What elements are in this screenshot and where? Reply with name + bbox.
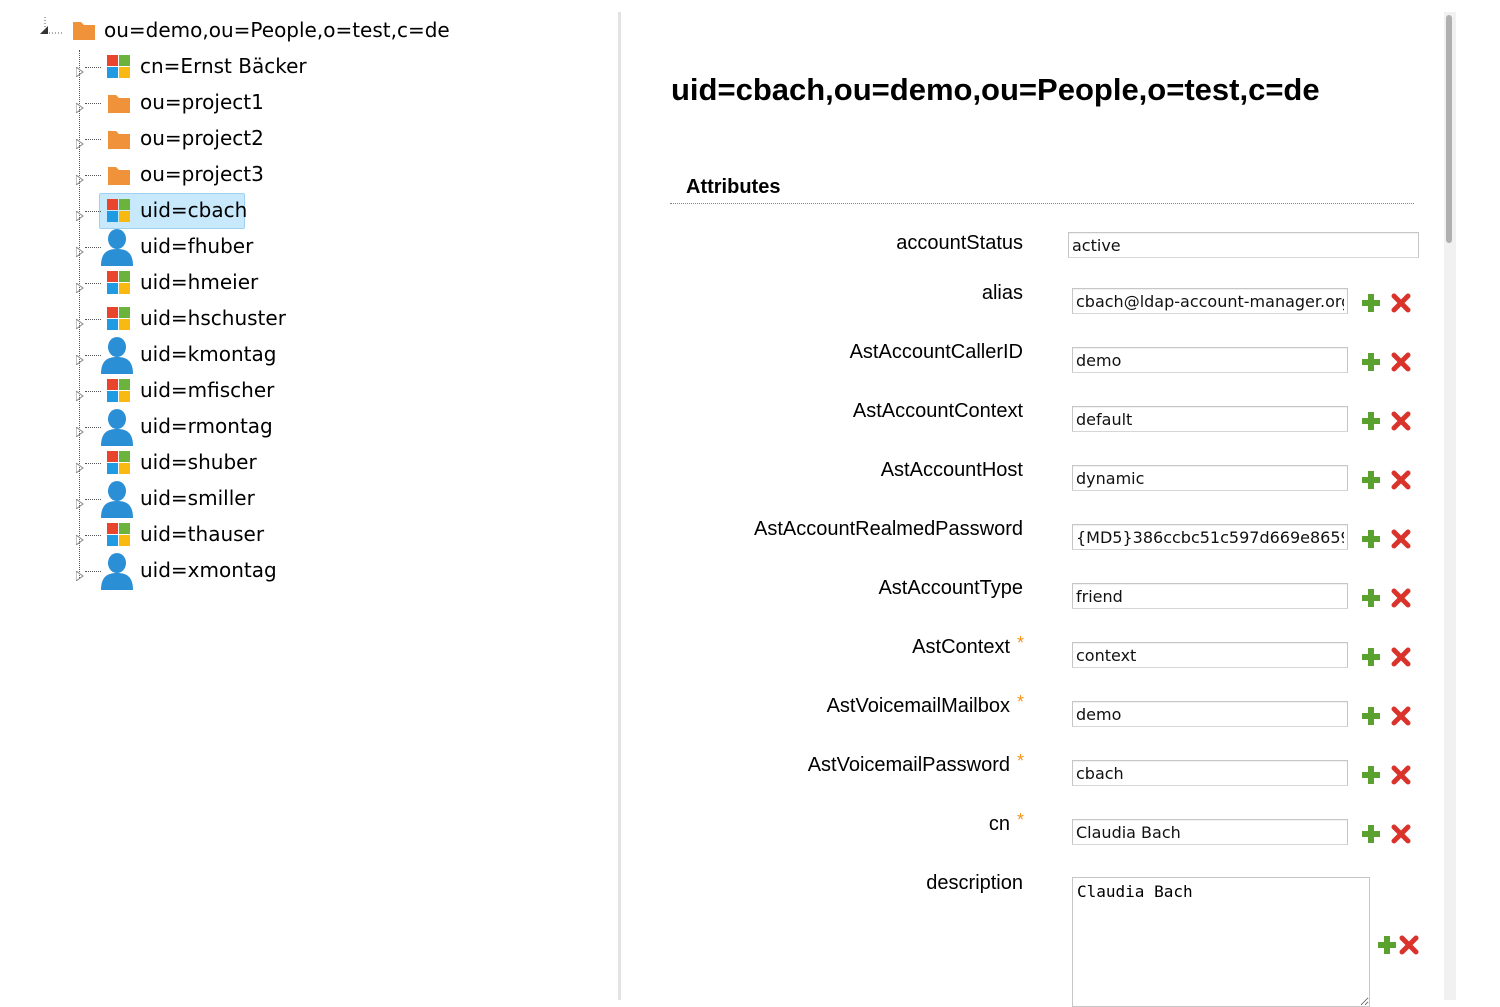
user-icon	[100, 228, 134, 266]
expand-arrow-icon[interactable]	[76, 494, 84, 504]
attribute-label: AstVoicemailMailbox *	[826, 692, 1024, 717]
tree-node[interactable]	[0, 158, 560, 192]
page-title: uid=cbach,ou=demo,ou=People,o=test,c=de	[671, 72, 1320, 107]
tree-node-label: uid=rmontag	[140, 414, 273, 438]
tree-node[interactable]	[0, 50, 560, 84]
expand-arrow-icon[interactable]	[76, 314, 84, 324]
add-value-button[interactable]	[1360, 587, 1382, 609]
tree-node-label: uid=shuber	[140, 450, 257, 474]
attribute-row	[640, 282, 1440, 322]
add-value-button[interactable]	[1360, 705, 1382, 727]
user-icon	[100, 336, 134, 374]
expand-arrow-icon[interactable]	[76, 98, 84, 108]
attribute-row	[640, 518, 1440, 558]
expand-arrow-icon[interactable]	[76, 170, 84, 180]
required-marker: *	[1016, 633, 1024, 653]
tree-node[interactable]	[0, 446, 560, 480]
windows-account-icon	[106, 270, 132, 296]
attribute-label: description	[926, 872, 1023, 894]
add-value-button[interactable]	[1360, 292, 1382, 314]
tree-root-label: ou=demo,ou=People,o=test,c=de	[104, 18, 450, 42]
tree-connector	[85, 247, 101, 248]
section-divider	[670, 203, 1414, 204]
pane-divider[interactable]	[618, 12, 621, 1000]
expand-arrow-icon[interactable]	[76, 206, 84, 216]
tree-node[interactable]	[0, 518, 560, 552]
delete-value-button[interactable]	[1390, 587, 1412, 609]
expand-arrow-icon[interactable]	[76, 350, 84, 360]
user-icon	[100, 480, 134, 518]
add-value-button[interactable]	[1376, 934, 1392, 950]
attribute-row	[640, 341, 1440, 381]
tree-node-label: uid=thauser	[140, 522, 265, 546]
tree-node-label: uid=smiller	[140, 486, 255, 510]
tree-node[interactable]	[0, 374, 560, 408]
attribute-input[interactable]	[1072, 288, 1348, 314]
tree-connector	[85, 535, 101, 536]
add-value-button[interactable]	[1360, 823, 1382, 845]
attribute-row	[640, 810, 1440, 853]
attribute-label: alias	[981, 282, 1023, 304]
attribute-label: AstAccountRealmedPassword	[753, 518, 1023, 540]
tree-connector	[85, 427, 101, 428]
attribute-label: AstAccountCallerID	[849, 341, 1023, 363]
attribute-row	[640, 232, 1440, 272]
add-value-button[interactable]	[1360, 469, 1382, 491]
windows-account-icon	[106, 450, 132, 476]
folder-icon	[106, 90, 132, 116]
attribute-row	[640, 633, 1440, 676]
attribute-input[interactable]	[1072, 347, 1348, 373]
attribute-input[interactable]	[1072, 760, 1348, 786]
attribute-input[interactable]	[1072, 524, 1348, 550]
tree-node-label: ou=project1	[140, 90, 264, 114]
delete-value-button[interactable]	[1390, 292, 1412, 314]
delete-value-button[interactable]	[1390, 410, 1412, 432]
tree-node[interactable]	[0, 554, 560, 588]
tree-connector	[85, 67, 101, 68]
tree-node-label: uid=xmontag	[140, 558, 277, 582]
user-icon	[100, 408, 134, 446]
tree-node[interactable]	[0, 482, 560, 516]
section-title: Attributes	[686, 176, 781, 198]
tree-node[interactable]	[0, 338, 560, 372]
tree-node[interactable]	[0, 266, 560, 300]
tree-connector	[85, 139, 101, 140]
attribute-label: AstContext *	[912, 633, 1024, 658]
attribute-label: AstAccountHost	[880, 459, 1023, 481]
tree-node-label: ou=project2	[140, 126, 264, 150]
folder-icon	[72, 19, 98, 45]
expand-arrow-icon[interactable]	[76, 242, 84, 252]
folder-icon	[106, 162, 132, 188]
delete-value-button[interactable]	[1390, 351, 1412, 373]
attribute-row	[640, 751, 1440, 794]
attribute-row	[640, 872, 1440, 912]
attribute-input[interactable]	[1068, 232, 1419, 258]
tree-node-label: uid=hschuster	[140, 306, 286, 330]
user-icon	[100, 552, 134, 590]
tree-connector	[85, 391, 101, 392]
attribute-input[interactable]	[1072, 701, 1348, 727]
expand-arrow-icon[interactable]	[76, 458, 84, 468]
tree-node-label: ou=project3	[140, 162, 264, 186]
add-value-button[interactable]	[1360, 646, 1382, 668]
attribute-label: cn *	[988, 810, 1024, 835]
attribute-label: AstAccountContext	[852, 400, 1023, 422]
tree-node-label: uid=kmontag	[140, 342, 277, 366]
tree-connector	[85, 319, 101, 320]
expand-arrow-icon[interactable]	[76, 386, 84, 396]
tree-connector	[85, 283, 101, 284]
description-textarea[interactable]	[1072, 877, 1370, 1007]
windows-account-icon	[106, 306, 132, 332]
delete-value-button[interactable]	[1390, 646, 1412, 668]
tree-node[interactable]	[0, 122, 560, 156]
attribute-row	[640, 459, 1440, 499]
tree-connector	[85, 211, 101, 212]
attribute-input[interactable]	[1072, 819, 1348, 845]
expand-arrow-icon[interactable]	[76, 62, 84, 72]
windows-account-icon	[106, 198, 132, 224]
attribute-input[interactable]	[1072, 465, 1348, 491]
delete-value-button[interactable]	[1390, 528, 1412, 550]
tree-node-label: uid=hmeier	[140, 270, 259, 294]
tree-node[interactable]	[0, 410, 560, 444]
entry-details	[640, 0, 1440, 1000]
windows-account-icon	[106, 378, 132, 404]
tree-root-node[interactable]	[0, 14, 450, 48]
add-value-button[interactable]	[1360, 764, 1382, 786]
required-marker: *	[1016, 751, 1024, 771]
attribute-row	[640, 400, 1440, 440]
windows-account-icon	[106, 54, 132, 80]
tree-node[interactable]	[0, 302, 560, 336]
delete-value-button[interactable]	[1390, 823, 1412, 845]
attribute-label: AstAccountType	[878, 577, 1023, 599]
delete-value-button[interactable]	[1398, 934, 1414, 950]
attribute-input[interactable]	[1072, 642, 1348, 668]
expand-arrow-icon[interactable]	[76, 134, 84, 144]
tree-node-label: uid=mfischer	[140, 378, 275, 402]
expand-arrow-icon[interactable]	[76, 278, 84, 288]
add-value-button[interactable]	[1360, 410, 1382, 432]
add-value-button[interactable]	[1360, 351, 1382, 373]
attribute-row	[640, 577, 1440, 617]
tree-node[interactable]	[0, 86, 560, 120]
folder-icon	[106, 126, 132, 152]
attribute-input[interactable]	[1072, 406, 1348, 432]
attribute-input[interactable]	[1072, 583, 1348, 609]
delete-value-button[interactable]	[1390, 764, 1412, 786]
tree-connector	[85, 103, 101, 104]
delete-value-button[interactable]	[1390, 469, 1412, 491]
expand-arrow-icon[interactable]	[76, 422, 84, 432]
expand-arrow-icon[interactable]	[76, 566, 84, 576]
attribute-row	[640, 692, 1440, 735]
tree-node[interactable]	[0, 230, 560, 264]
required-marker: *	[1016, 810, 1024, 830]
vertical-scrollbar[interactable]	[1444, 12, 1456, 1000]
tree-node-label: uid=fhuber	[140, 234, 254, 258]
tree-node-label: cn=Ernst Bäcker	[140, 54, 307, 78]
tree-connector	[85, 571, 101, 572]
tree-connector	[85, 175, 101, 176]
windows-account-icon	[106, 522, 132, 548]
scrollbar-thumb[interactable]	[1446, 15, 1452, 243]
attribute-label: AstVoicemailPassword *	[807, 751, 1024, 776]
required-marker: *	[1016, 692, 1024, 712]
tree-connector	[85, 355, 101, 356]
tree-connector	[85, 463, 101, 464]
tree-node-label: uid=cbach	[140, 198, 248, 222]
expand-arrow-icon[interactable]	[76, 530, 84, 540]
tree-pane	[0, 0, 618, 1000]
add-value-button[interactable]	[1360, 528, 1382, 550]
tree-connector	[85, 499, 101, 500]
tree-node[interactable]	[0, 194, 560, 228]
attribute-label: accountStatus	[896, 232, 1023, 254]
delete-value-button[interactable]	[1390, 705, 1412, 727]
